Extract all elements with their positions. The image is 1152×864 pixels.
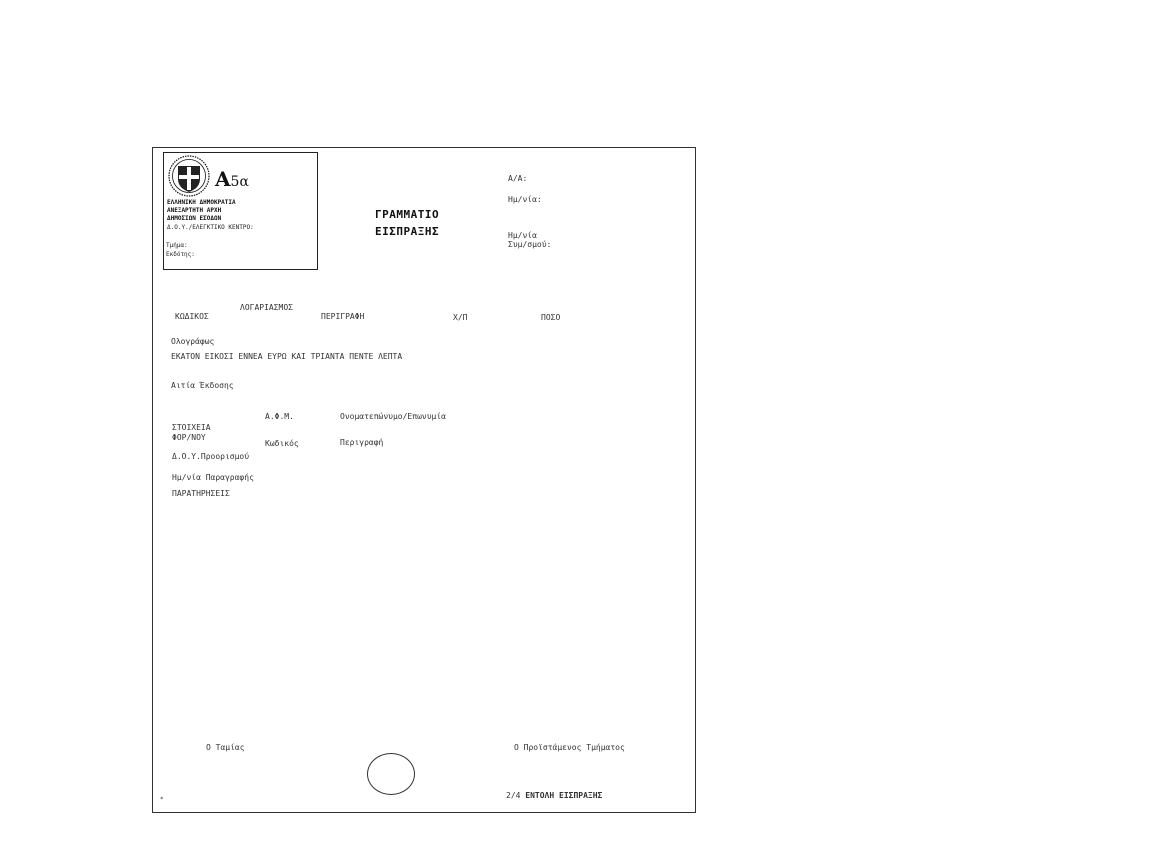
in-words-value: ΕΚΑΤΟΝ ΕΙΚΟΣΙ ΕΝΝΕΑ ΕΥΡΩ ΚΑΙ ΤΡΙΑΝΤΑ ΠΕΝΤΕ ΛΕΠΤΑ: [171, 352, 403, 361]
document-title: [375, 206, 439, 240]
col-description-header: ΠΕΡΙΓΡΑΦΗ: [321, 312, 365, 321]
reason-label: Αιτία Έκδοσης: [171, 381, 234, 390]
footer-mark: *: [160, 796, 164, 803]
copy-label: ΕΝΤΟΛΗ ΕΙΣΠΡΑΞΗΣ: [525, 791, 603, 800]
form-code: [215, 167, 249, 191]
issuer-header-box: [163, 152, 318, 270]
copy-number: [506, 791, 602, 800]
in-words-label: Ολογράφως: [171, 337, 215, 346]
org-line-2: ΑΝΕΞΑΡΤΗΤΗ ΑΡΧΗ: [167, 207, 222, 214]
greek-coat-of-arms-icon: [168, 155, 210, 197]
taxpayer-description-label: Περιγραφή: [340, 438, 384, 447]
doy-destination-label: Δ.Ο.Υ.Προορισμού: [172, 452, 250, 461]
col-code-header: ΚΩΔΙΚΟΣ: [175, 312, 209, 321]
doy-label: Δ.Ο.Υ./ΕΛΕΓΚΤΙΚΟ ΚΕΝΤΡΟ:: [167, 224, 254, 231]
date-sym-label-line1: Ημ/νία: [508, 231, 537, 240]
form-code-letter: A: [215, 167, 231, 191]
ekdotis-label: Εκδότης:: [166, 251, 195, 258]
date-label: Ημ/νία:: [508, 195, 542, 204]
col-dc-header: Χ/Π: [453, 313, 468, 322]
afm-label: Α.Φ.Μ.: [265, 412, 294, 421]
tmima-label: Τμήμα:: [166, 242, 188, 249]
head-signature-label: Ο Προϊστάμενος Τμήματος: [514, 743, 625, 752]
org-line-1: ΕΛΛΗΝΙΚΗ ΔΗΜΟΚΡΑΤΙΑ: [167, 199, 236, 206]
date-sym-label-line2: Συμ/σμού:: [508, 240, 552, 249]
cashier-signature-label: Ο Ταμίας: [206, 743, 245, 752]
title-line-2: ΕΙΣΠΡΑΞΗΣ: [375, 225, 440, 238]
col-account-header: ΛΟΓΑΡΙΑΣΜΟΣ: [240, 303, 293, 312]
org-line-3: ΔΗΜΟΣΙΩΝ ΕΣΟΔΩΝ: [167, 215, 222, 222]
stamp-circle: [367, 753, 415, 795]
name-label: Ονοματεπώνυμο/Επωνυμία: [340, 412, 446, 421]
aa-label: Α/Α:: [508, 174, 528, 183]
remarks-label: ΠΑΡΑΤΗΡΗΣΕΙΣ: [172, 489, 230, 498]
title-line-1: ΓΡΑΜΜΑΤΙΟ: [375, 208, 440, 221]
taxpayer-section-line1: ΣΤΟΙΧΕΙΑ: [172, 423, 211, 432]
prescription-date-label: Ημ/νία Παραγραφής: [172, 473, 254, 482]
taxpayer-code-label: Κωδικός: [265, 439, 299, 448]
taxpayer-section-line2: ΦΟΡ/ΝΟΥ: [172, 433, 206, 442]
receipt-form: [152, 147, 696, 813]
form-code-suffix: 5α: [230, 174, 249, 190]
col-amount-header: ΠΟΣΟ: [541, 313, 561, 322]
copy-number-value: 2/4: [506, 791, 521, 800]
